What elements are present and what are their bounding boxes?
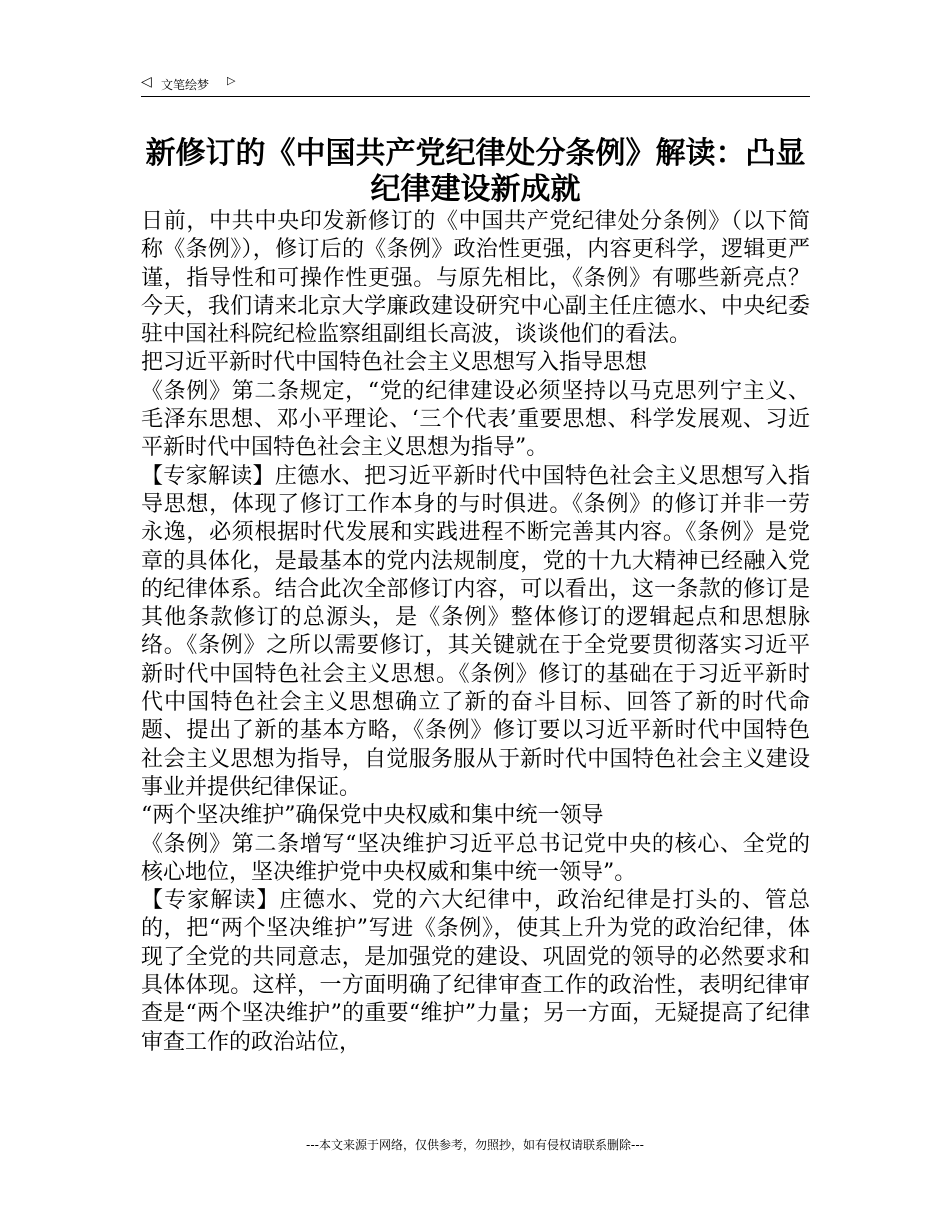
left-triangle-icon: ◁	[141, 74, 152, 90]
paragraph-article-2-addition: 《条例》第二条增写“坚决维护习近平总书记党中央的核心、全党的核心地位，坚决维护党中央权威和集中统一领导”。	[141, 831, 810, 885]
header-text: 文笔绘梦	[161, 78, 210, 92]
section-heading-1: 把习近平新时代中国特色社会主义思想写入指导思想	[141, 350, 648, 376]
document-body	[141, 208, 810, 1057]
page-footer: ---本文来源于网络，仅供参考，勿照抄，如有侵权请联系删除---	[306, 1138, 644, 1152]
page-header	[141, 72, 810, 97]
paragraph-expert-reading-1: 【专家解读】庄德水、把习近平新时代中国特色社会主义思想写入指导思想，体现了修订工作本身的与时俱进。《条例》的修订并非一劳永逸，必须根据时代发展和实践进程不断完善其内容。《条例》是党章的具体化，是最基本的党内法规制度，党的十九大精神已经融入党的纪律体系。结合此次全部修订内容，可以看出，这一条款的修订是其他条款修订的总源头，是《条例》整体修订的逻辑起点和思想脉络。《条例》之所以需要修订，其关键就在于全党要贯彻落实习近平新时代中国特色社会主义思想。《条例》修订的基础在于习近平新时代中国特色社会主义思想确立了新的奋斗目标、回答了新的时代命题、提出了新的基本方略，《条例》修订要以习近平新时代中国特色社会主义思想为指导，自觉服务服从于新时代中国特色社会主义建设事业并提供纪律保证。	[141, 463, 810, 800]
document-title: 新修订的《中国共产党纪律处分条例》解读：凸显纪律建设新成就	[145, 136, 806, 207]
right-triangle-icon: ▷	[227, 74, 236, 87]
paragraph-article-2: 《条例》第二条规定，“党的纪律建设必须坚持以马克思列宁主义、毛泽东思想、邓小平理论、‘三个代表’重要思想、科学发展观、习近平新时代中国特色社会主义思想为指导”。	[141, 378, 810, 461]
paragraph-intro: 日前，中共中央印发新修订的《中国共产党纪律处分条例》（以下简称《条例》），修订后的《条例》政治性更强，内容更科学，逻辑更严谨，指导性和可操作性更强。与原先相比，《条例》有哪些新亮点？今天，我们请来北京大学廉政建设研究中心副主任庄德水、中央纪委驻中国社科院纪检监察组副组长高波，谈谈他们的看法。	[141, 209, 810, 348]
section-heading-2: “两个坚决维护”确保党中央权威和集中统一领导	[141, 803, 604, 829]
paragraph-expert-reading-2: 【专家解读】庄德水、党的六大纪律中，政治纪律是打头的、管总的，把“两个坚决维护”写进《条例》，使其上升为党的政治纪律，体现了全党的共同意志，是加强党的建设、巩固党的领导的必然要求和具体体现。这样，一方面明确了纪律审查工作的政治性，表明纪律审查是“两个坚决维护”的重要“维护”力量；另一方面，无疑提高了纪律审查工作的政治站位，	[141, 888, 810, 1055]
